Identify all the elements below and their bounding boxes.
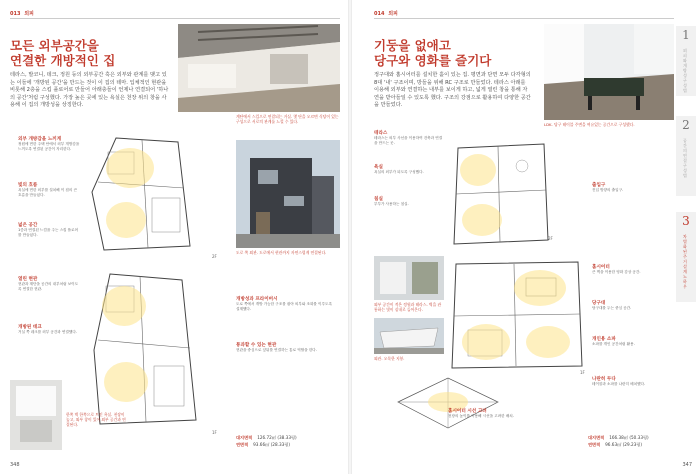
terrace-photo bbox=[374, 256, 444, 300]
ldk-photo-caption: LDK. 당구 테이블 주변을 여유있는 공간으로 구성했다. bbox=[544, 122, 635, 127]
note-heading: 홈시어터 시선 고려 bbox=[448, 409, 487, 414]
note-heading: 개인용 소파 bbox=[592, 337, 616, 342]
floor-plan-1f bbox=[86, 270, 226, 430]
floor-area-label: 연면적 bbox=[236, 442, 249, 447]
note-heading: 침실 bbox=[374, 197, 383, 202]
terrace-photo-caption: 외부 공간이 적은 정원과 테라스. 벽을 관통하는 빛이 실내로 들어온다. bbox=[374, 302, 442, 313]
note-heading: 출입구 bbox=[592, 183, 606, 188]
note-text: 당구대를 두는 중심 공간. bbox=[592, 306, 632, 310]
note-text: 현관을 중심으로 앞뒤를 연결하는 통로 역할을 한다. bbox=[236, 348, 317, 352]
body-text: 테라스, 발코니, 데크, 정원 등의 외부공간 혹은 외부와 관계를 맺고 있는 이들에 '개방된 공간'을 만드는 것이 이 집의 테마. 입체적인 현관을 비롯해 2층을 스킵 플로어로 만들어 아래층들이 언제나 연결되어 '하나의 공간'처럼 구성했다. 가장 높은 곳에 있는 욕실은 천장 위의 창을 사용해 이 집의 개방성을 상징한다. bbox=[10, 72, 169, 109]
note-text: 현관과 계단을 공간의 내부처럼 보이도록 연결한 현관. bbox=[18, 282, 79, 292]
note-heading: 테라스 bbox=[374, 131, 388, 136]
page-title bbox=[374, 38, 491, 68]
exterior-photo bbox=[374, 318, 444, 354]
note-text: 욕실의 외부가 되도록 구성했다. bbox=[374, 170, 424, 174]
note-text: 테라스는 외부 사선을 이용하여 건축과 연결을 만드는 곳. bbox=[374, 136, 443, 146]
ldk-photo bbox=[544, 24, 674, 120]
note-text: 테이블과 소파를 나란히 배치했다. bbox=[592, 382, 646, 386]
area-stats bbox=[236, 434, 297, 448]
note-text: 천장의 높이를 이용해 시선을 고려한 배치. bbox=[448, 414, 514, 418]
note-text: 1층과 연결된 느낌을 주는 스킵 플로어를 만들었다. bbox=[18, 228, 79, 238]
section-number: 013 bbox=[10, 11, 21, 17]
chapter-tab-number: 1 bbox=[682, 28, 690, 42]
chapter-tab-2[interactable] bbox=[676, 116, 696, 196]
exterior-photo-caption: 외관. 오목한 지붕. bbox=[374, 356, 405, 361]
note-heading: 열린 현관 bbox=[18, 277, 38, 282]
floor-plan-2f bbox=[86, 132, 226, 254]
chapter-tab-1[interactable] bbox=[676, 26, 696, 96]
note-heading: 외부 개방감을 느끼게 bbox=[18, 137, 62, 142]
exterior-photo bbox=[236, 140, 340, 248]
floor-label-1f: 1F bbox=[212, 430, 217, 435]
floor-plan-1f bbox=[448, 256, 588, 374]
chapter-tab-number: 3 bbox=[682, 214, 690, 228]
site-area-label: 대지면적 bbox=[588, 435, 605, 440]
interior-photo-caption: 계단에서 스킵으로 연결되는 거실. 몇 단을 오르면 식당이 있는 구성으로 서로의 관계를 느낄 수 있다. bbox=[236, 114, 339, 125]
header-rule bbox=[374, 18, 674, 19]
floor-plan-2f bbox=[448, 140, 554, 250]
chapter-tab-number: 2 bbox=[682, 118, 690, 132]
note-heading: 개방성과 프라이버시 bbox=[236, 297, 278, 302]
interior-photo bbox=[178, 24, 340, 112]
note-text: 큰 벽을 이용한 영화 감상 공간. bbox=[592, 270, 641, 274]
site-area-label: 대지면적 bbox=[236, 435, 253, 440]
left-page bbox=[0, 0, 348, 474]
note-heading: 빛의 흐름 bbox=[18, 183, 38, 188]
header-rule bbox=[10, 18, 340, 19]
area-stats bbox=[588, 434, 649, 448]
floor-area-value: 96.63㎡ (29.23평) bbox=[605, 442, 642, 447]
note-heading: 홈시어터 bbox=[592, 265, 610, 270]
chapter-tab-label: 차별화된 주거 설계 노하우 bbox=[683, 234, 687, 289]
bathroom-photo-caption: 한쪽 벽 한쪽으로 트인 욕실. 천장이 높고, 외부 창이 있어 외부 공간과 연결된다. bbox=[66, 412, 126, 428]
page-number: 347 bbox=[682, 462, 692, 468]
floor-label-1f: 1F bbox=[580, 370, 585, 375]
chapter-tab-label: 공간의 연결 구성법 bbox=[683, 138, 687, 178]
exterior-photo-caption: 도로 쪽 외관. 도로에서 현관까지 자연스럽게 연결된다. bbox=[236, 250, 327, 255]
floor-area-label: 연면적 bbox=[588, 442, 601, 447]
section-drawing bbox=[392, 372, 504, 434]
right-page bbox=[352, 0, 700, 474]
site-area-value: 126.72㎡ (38.33평) bbox=[257, 435, 297, 440]
note-heading: 개방된 데크 bbox=[18, 325, 42, 330]
title-line-1: 모든 외부공간을 bbox=[10, 38, 99, 53]
title-line-2: 연결한 개방적인 집 bbox=[10, 53, 116, 68]
site-area-value: 166.38㎡ (50.33평) bbox=[609, 435, 649, 440]
section-header bbox=[374, 10, 398, 17]
note-text: 정원에 면한 주택 안에서 외부 개방감을 느끼도록 연결된 공간이 자리한다. bbox=[18, 142, 80, 152]
section-header bbox=[10, 10, 34, 17]
note-text: 거실 쪽 데크를 외부 공간과 연결했다. bbox=[18, 330, 77, 334]
bathroom-photo bbox=[10, 380, 62, 450]
section-number: 014 bbox=[374, 11, 385, 17]
note-heading: 통과할 수 있는 현관 bbox=[236, 343, 277, 348]
title-line-1: 기둥을 없애고 bbox=[374, 38, 451, 53]
page-title bbox=[10, 38, 115, 68]
chapter-tab-label: 외피와 개방성 구성법 bbox=[683, 48, 687, 93]
section-tag: 외피 bbox=[388, 11, 398, 17]
note-heading: 넓은 공간 bbox=[18, 223, 38, 228]
section-tag: 외피 bbox=[24, 11, 34, 17]
note-text: 진입 방향의 출입구. bbox=[592, 188, 624, 192]
floor-label-2f: 2F bbox=[212, 254, 217, 259]
body-text: 정구대와 홈시어터를 설치한 홀이 있는 집. 평면과 단면 모두 다각형의 8대 '내' 구조이며, 방들을 위해 RC 구조로 만들었다. 테라스 아래를 이용해 외부와 연결하는 내부를 보이게 하고, 넓게 열린 창을 통해 자연을 받아들일 수 있도록 했다. 구조의 강점으로 활용하여 다양한 공간을 만들었다. bbox=[374, 72, 531, 109]
page-number: 348 bbox=[10, 462, 20, 468]
title-line-2: 당구와 영화를 즐기다 bbox=[374, 53, 492, 68]
floor-area-value: 93.66㎡ (28.33평) bbox=[253, 442, 290, 447]
chapter-tab-3[interactable] bbox=[676, 212, 696, 302]
note-heading: 나란히 두다 bbox=[592, 377, 616, 382]
note-heading: 욕실 bbox=[374, 165, 383, 170]
note-text: 도로 쪽에서 개방 가능한 구조를 잡아 외부와 조화를 이루도록 설계했다. bbox=[236, 302, 332, 312]
floor-label-2f: 2F bbox=[548, 236, 553, 241]
note-text: 소파를 개인 공간처럼 활용. bbox=[592, 342, 635, 346]
note-text: 부부가 사용하는 침실. bbox=[374, 202, 409, 206]
note-text: 욕실에 면한 외부를 설치해 이 집의 큰 흐름을 만들었다. bbox=[18, 188, 77, 198]
note-heading: 당구대 bbox=[592, 301, 606, 306]
